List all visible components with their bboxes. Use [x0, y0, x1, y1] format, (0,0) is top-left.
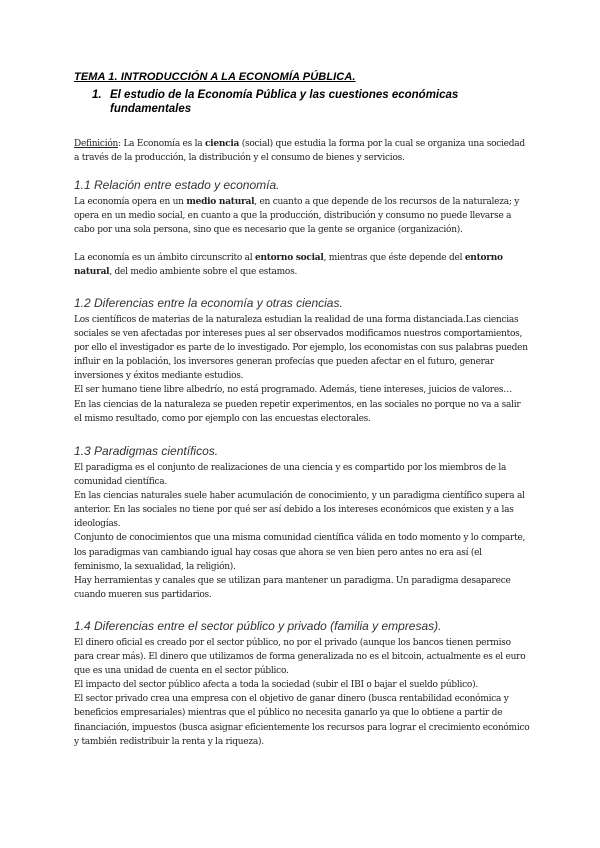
section-number: 1.: [92, 89, 102, 101]
chapter-title: TEMA 1. INTRODUCCIÓN A LA ECONOMÍA PÚBLICA.: [74, 71, 356, 83]
paragraph: Hay herramientas y canales que se utilizan para mantener un paradigma. Un paradigma desaparece cuando mueren sus partidarios.: [74, 575, 511, 600]
paragraph: El ser humano tiene libre albedrío, no está programado. Además, tiene intereses, juicios de valores…: [74, 385, 513, 396]
subsection-body-1-2: [74, 313, 530, 426]
paragraph: El sector privado crea una empresa con el objetivo de ganar dinero (busca rentabilidad económica y beneficios empresariales) mientras que el público no necesita ganarlo ya que lo obtiene a partir de financiación, impuestos (busca asignar eficientemente los recursos para lograr el crecimiento económico y también redistribuir la renta y la riqueza).: [74, 694, 530, 747]
definition-keyword: ciencia: [204, 139, 240, 149]
subsection-body-1-1: [74, 195, 530, 279]
subsection-title-1-2: 1.2 Diferencias entre la economía y otras ciencias.: [74, 296, 343, 310]
subsection-body-1-4: [74, 636, 530, 749]
subsection-body-1-3: [74, 461, 530, 602]
paragraph: La economía es un ámbito circunscrito al entorno social, mientras que éste depende del entorno natural, del medio ambiente sobre el que estamos.: [74, 253, 503, 278]
subsection-title-1-4: 1.4 Diferencias entre el sector público y privado (familia y empresas).: [74, 619, 442, 633]
section-heading: [92, 88, 532, 116]
definition-label: Definición: [74, 139, 119, 149]
paragraph: El paradigma es el conjunto de realizaciones de una ciencia y es compartido por los miembros de la comunidad científica.: [74, 463, 507, 488]
section-heading-text: El estudio de la Economía Pública y las cuestiones económicas fundamentales: [110, 89, 459, 115]
paragraph: En las ciencias naturales suele haber acumulación de conocimiento, y un paradigma científico supera al anterior. En las sociales no tiene por qué ser así debido a los intereses económicos que existen y a las ideologías.: [74, 491, 525, 530]
paragraph: Conjunto de conocimientos que una misma comunidad científica válida en todo momento y lo comparte, los paradigmas van cambiando igual hay cosas que ahora se ven bien pero antes no era así (el feminismo, la sexualidad, la religión).: [74, 533, 526, 572]
definition-paragraph: Definición: La Economía es la ciencia (social) que estudia la forma por la cual se organiza una sociedad a través de la producción, la distribución y el consumo de bienes y servicios.: [74, 139, 525, 164]
subsection-title-1-1: 1.1 Relación entre estado y economía.: [74, 178, 280, 192]
subsection-title-1-3: 1.3 Paradigmas científicos.: [74, 444, 219, 458]
paragraph: El impacto del sector público afecta a toda la sociedad (subir el IBI o bajar el sueldo público).: [74, 680, 478, 691]
paragraph: En las ciencias de la naturaleza se pueden repetir experimentos, en las sociales no porque no va a salir el mismo resultado, como por ejemplo con las encuestas electorales.: [74, 399, 521, 424]
paragraph: El dinero oficial es creado por el sector público, no por el privado (aunque los bancos tienen permiso para crear más). El dinero que utilizamos de forma generalizada no es el bitcoin, actualmente es el euro que es una unidad de cuenta en el sector público.: [74, 638, 526, 677]
paragraph: La economía opera en un medio natural, en cuanto a que depende de los recursos de la naturaleza; y opera en un medio social, en cuanto a que la producción, distribución y consumo no puede llevarse a cabo por una sola persona, sino que es necesario que la gente se organice (organización).: [74, 197, 520, 236]
paragraph: Los científicos de materias de la naturaleza estudian la realidad de una forma distanciada.Las ciencias sociales se ven afectadas por intereses pues al ser observados modificamos nuestros comportamientos, por ello el investigador es parte de lo investigado. Por ejemplo, los economistas con sus palabras pueden influir en la población, los inversores generan profecías que pueden afectar en el futuro, generar inversiones y éxitos mediante estudios.: [74, 315, 528, 382]
